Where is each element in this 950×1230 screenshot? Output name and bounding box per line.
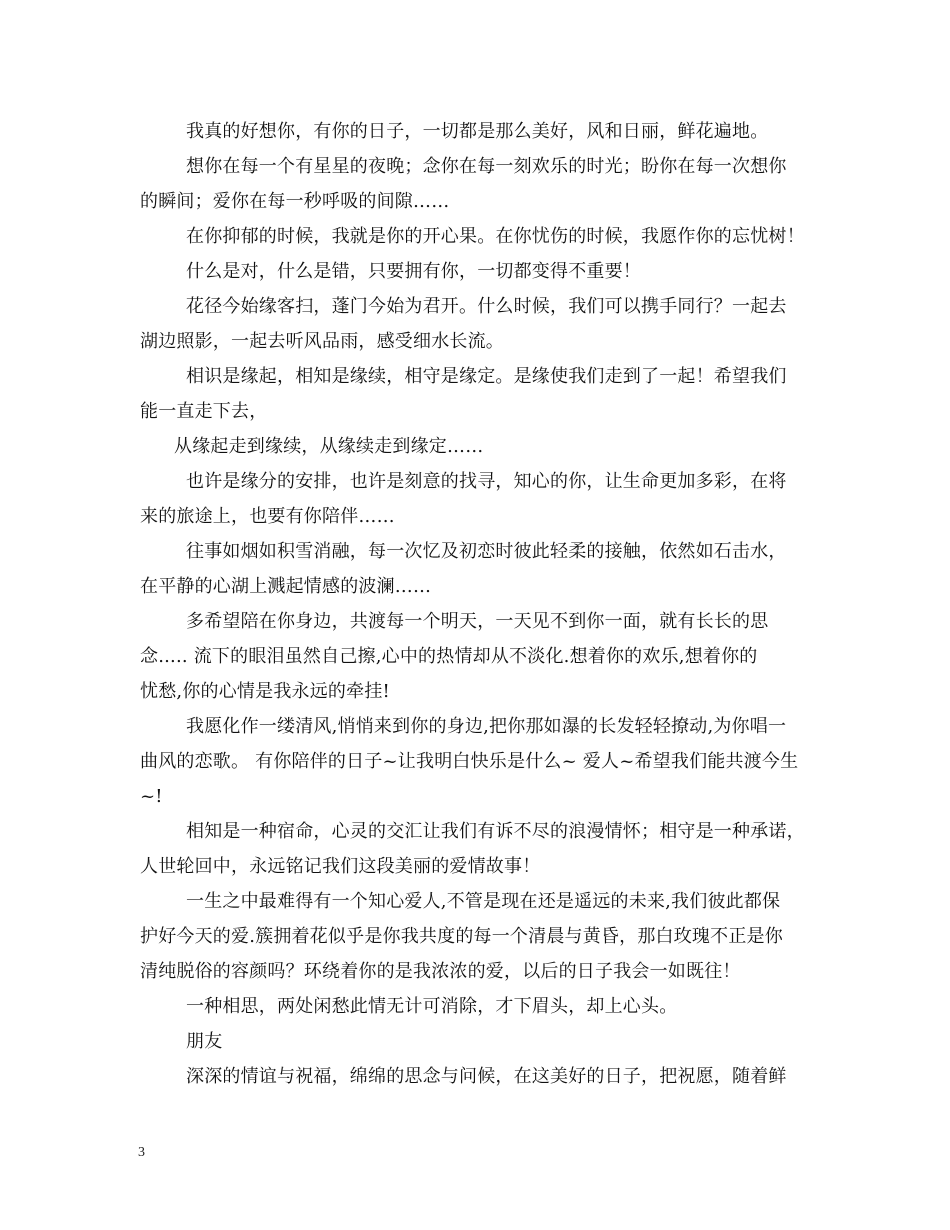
text-line: 深深的情谊与祝福，绵绵的思念与问候，在这美好的日子，把祝愿，随着鲜	[186, 1066, 787, 1087]
text-line: 相知是一种宿命，心灵的交汇让我们有诉不尽的浪漫情怀；相守是一种承诺，	[186, 821, 805, 842]
text-line: ~!	[140, 786, 163, 807]
text-line: 曲风的恋歌。 有你陪伴的日子~让我明白快乐是什么~ 爱人~希望我们能共渡今生	[140, 751, 799, 772]
text-line: 湖边照影，一起去听风品雨，感受细水长流。	[140, 331, 504, 352]
text-line: 想你在每一个有星星的夜晚；念你在每一刻欢乐的时光；盼你在每一次想你	[186, 156, 787, 177]
text-line: 相识是缘起，相知是缘续，相守是缘定。是缘使我们走到了一起！希望我们	[186, 366, 787, 387]
text-line: 在平静的心湖上溅起情感的波澜……	[140, 576, 432, 597]
page-number: 3	[138, 1145, 145, 1160]
text-line: 一生之中最难得有一个知心爱人,不管是现在还是遥远的未来,我们彼此都保	[186, 891, 781, 912]
text-line: 从缘起走到缘续，从缘续走到缘定……	[174, 436, 484, 457]
text-line: 清纯脱俗的容颜吗？环绕着你的是我浓浓的爱，以后的日子我会一如既往！	[140, 961, 741, 982]
text-line: 念..... 流下的眼泪虽然自己擦,心中的热情却从不淡化.想着你的欢乐,想着你的	[140, 646, 758, 667]
text-line: 的瞬间；爱你在每一秒呼吸的间隙……	[140, 191, 450, 212]
text-line: 在你抑郁的时候，我就是你的开心果。在你忧伤的时候，我愿作你的忘忧树！	[186, 226, 805, 247]
text-line: 人世轮回中，永远铭记我们这段美丽的爱情故事！	[140, 856, 541, 877]
text-line: 护好今天的爱.簇拥着花似乎是你我共度的每一个清晨与黄昏，那白玫瑰不正是你	[140, 926, 783, 947]
text-line: 也许是缘分的安排，也许是刻意的找寻，知心的你，让生命更加多彩，在将	[186, 471, 787, 492]
text-line: 我真的好想你，有你的日子，一切都是那么美好，风和日丽，鲜花遍地。	[186, 121, 769, 142]
text-line: 往事如烟如积雪消融，每一次忆及初恋时彼此轻柔的接触，依然如石击水，	[186, 541, 787, 562]
text-line: 花径今始缘客扫，蓬门今始为君开。什么时候，我们可以携手同行？一起去	[186, 296, 787, 317]
text-line: 朋友	[186, 1031, 223, 1052]
text-line: 多希望陪在你身边，共渡每一个明天，一天见不到你一面，就有长长的思	[186, 611, 769, 632]
text-line: 一种相思，两处闲愁此情无计可消除，才下眉头，却上心头。	[186, 996, 678, 1017]
text-line: 忧愁,你的心情是我永远的牵挂!	[140, 681, 390, 702]
text-line: 能一直走下去，	[140, 401, 268, 422]
text-line: 来的旅途上，也要有你陪伴……	[140, 506, 395, 527]
text-line: 我愿化作一缕清风,悄悄来到你的身边,把你那如瀑的长发轻轻撩动,为你唱一	[186, 716, 787, 737]
text-line: 什么是对，什么是错，只要拥有你，一切都变得不重要！	[186, 261, 641, 282]
